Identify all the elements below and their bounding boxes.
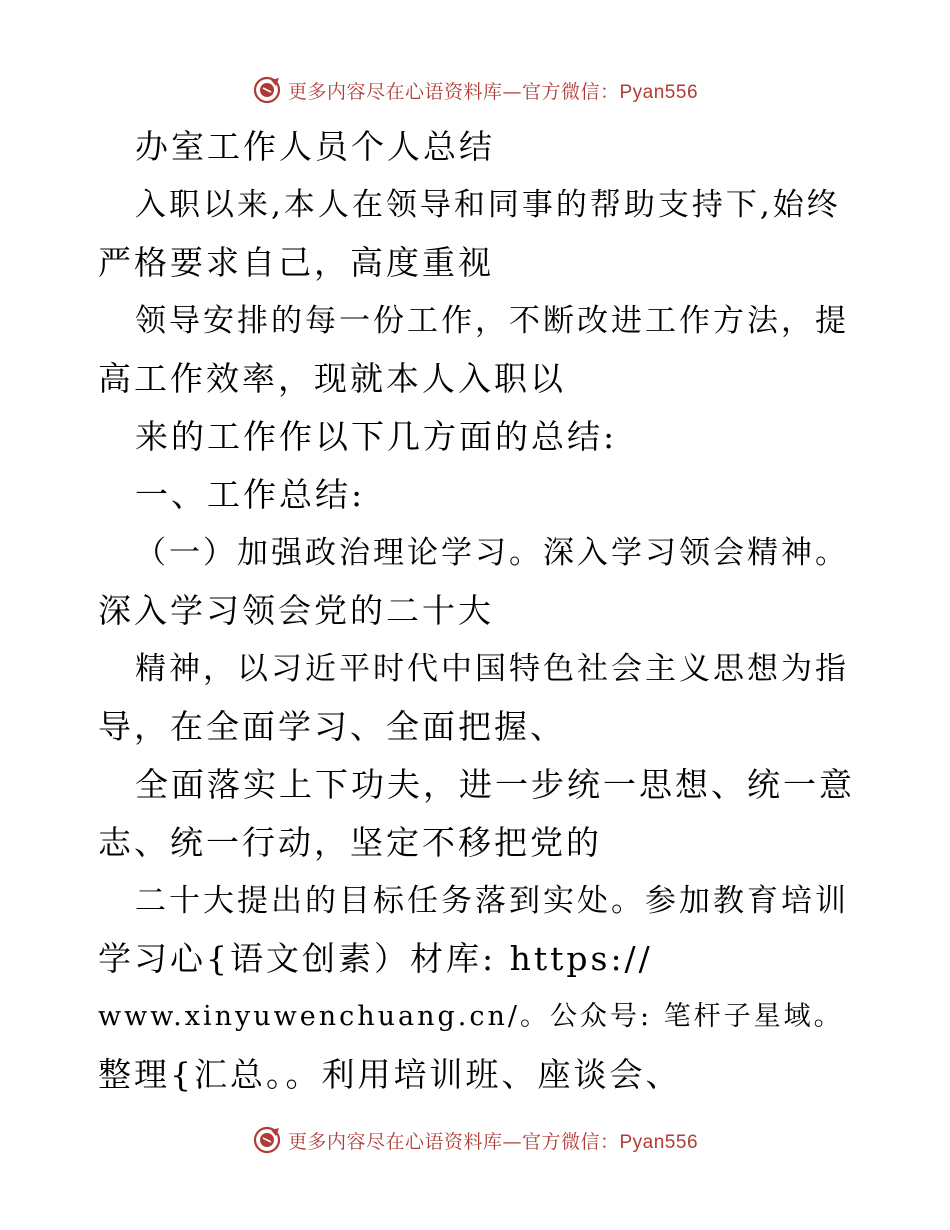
text-line: （一）加强政治理论学习。深入学习领会精神。 xyxy=(135,535,849,571)
document-title: 办室工作人员个人总结 xyxy=(135,127,495,166)
text-line: www.xinyuwenchuang.cn/。公众号: 笔杆子星域。 xyxy=(98,1001,844,1032)
brand-logo-icon xyxy=(252,1125,282,1155)
text-line: 全面落实上下功夫，进一步统一思想、统一意 xyxy=(135,765,855,804)
text-line: 学习心{语文创素）材库: https:// xyxy=(98,939,653,978)
wechat-account: Pyan556 xyxy=(619,1131,699,1153)
text-line: 二十大提出的目标任务落到实处。参加教育培训 xyxy=(135,883,849,919)
watermark-text: 更多内容尽在心语资料库—官方微信：Pyan556 xyxy=(287,80,699,103)
document-body xyxy=(98,118,858,1104)
text-line: 志、统一行动，坚定不移把党的 xyxy=(98,823,602,862)
text-line: 整理{汇总。。利用培训班、座谈会、 xyxy=(98,1055,682,1094)
text-line: 严格要求自己，高度重视 xyxy=(98,243,494,282)
text-line: 导，在全面学习、全面把握、 xyxy=(98,707,566,746)
text-line: 入职以来,本人在领导和同事的帮助支持下,始终 xyxy=(135,187,841,223)
text-line: 领导安排的每一份工作，不断改进工作方法，提 xyxy=(135,303,849,339)
wechat-account: Pyan556 xyxy=(619,81,699,103)
text-line: 一、工作总结: xyxy=(135,475,366,514)
text-line: 精神，以习近平时代中国特色社会主义思想为指 xyxy=(135,651,849,687)
header-watermark-banner xyxy=(0,70,950,110)
text-line: 高工作效率，现就本人入职以 xyxy=(98,359,566,398)
footer-watermark-banner xyxy=(0,1120,950,1160)
watermark-text: 更多内容尽在心语资料库—官方微信：Pyan556 xyxy=(287,1130,699,1153)
text-line: 来的工作作以下几方面的总结: xyxy=(135,417,618,456)
brand-logo-icon xyxy=(252,75,282,105)
text-line: 深入学习领会党的二十大 xyxy=(98,591,494,630)
